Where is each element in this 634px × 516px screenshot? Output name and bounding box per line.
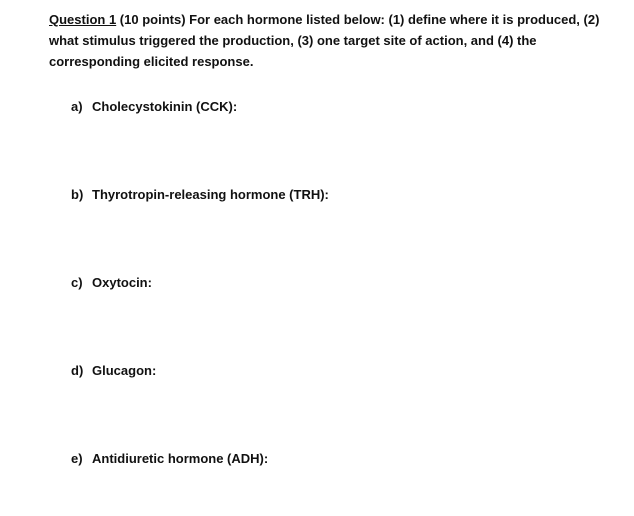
item-letter: b)	[71, 187, 84, 202]
item-name: Glucagon:	[92, 363, 157, 378]
hormone-item-trh	[71, 187, 329, 203]
hormone-item-oxytocin	[71, 275, 152, 291]
question-prompt	[49, 9, 609, 72]
item-name: Thyrotropin-releasing hormone (TRH):	[92, 187, 329, 202]
item-letter: a)	[71, 99, 83, 114]
hormone-item-adh	[71, 451, 268, 467]
hormone-item-cck	[71, 99, 237, 115]
question-label: Question 1	[49, 12, 117, 27]
item-letter: c)	[71, 275, 83, 290]
item-letter: d)	[71, 363, 84, 378]
item-name: Oxytocin:	[92, 275, 152, 290]
question-text: (10 points) For each hormone listed below: (1) define where it is produced, (2) what stimulus triggered the production, (3) one target site of action, and (4) the corresponding elicited response.	[49, 12, 600, 69]
item-name: Cholecystokinin (CCK):	[92, 99, 238, 114]
item-letter: e)	[71, 451, 83, 466]
item-name: Antidiuretic hormone (ADH):	[92, 451, 269, 466]
hormone-item-glucagon	[71, 363, 156, 379]
